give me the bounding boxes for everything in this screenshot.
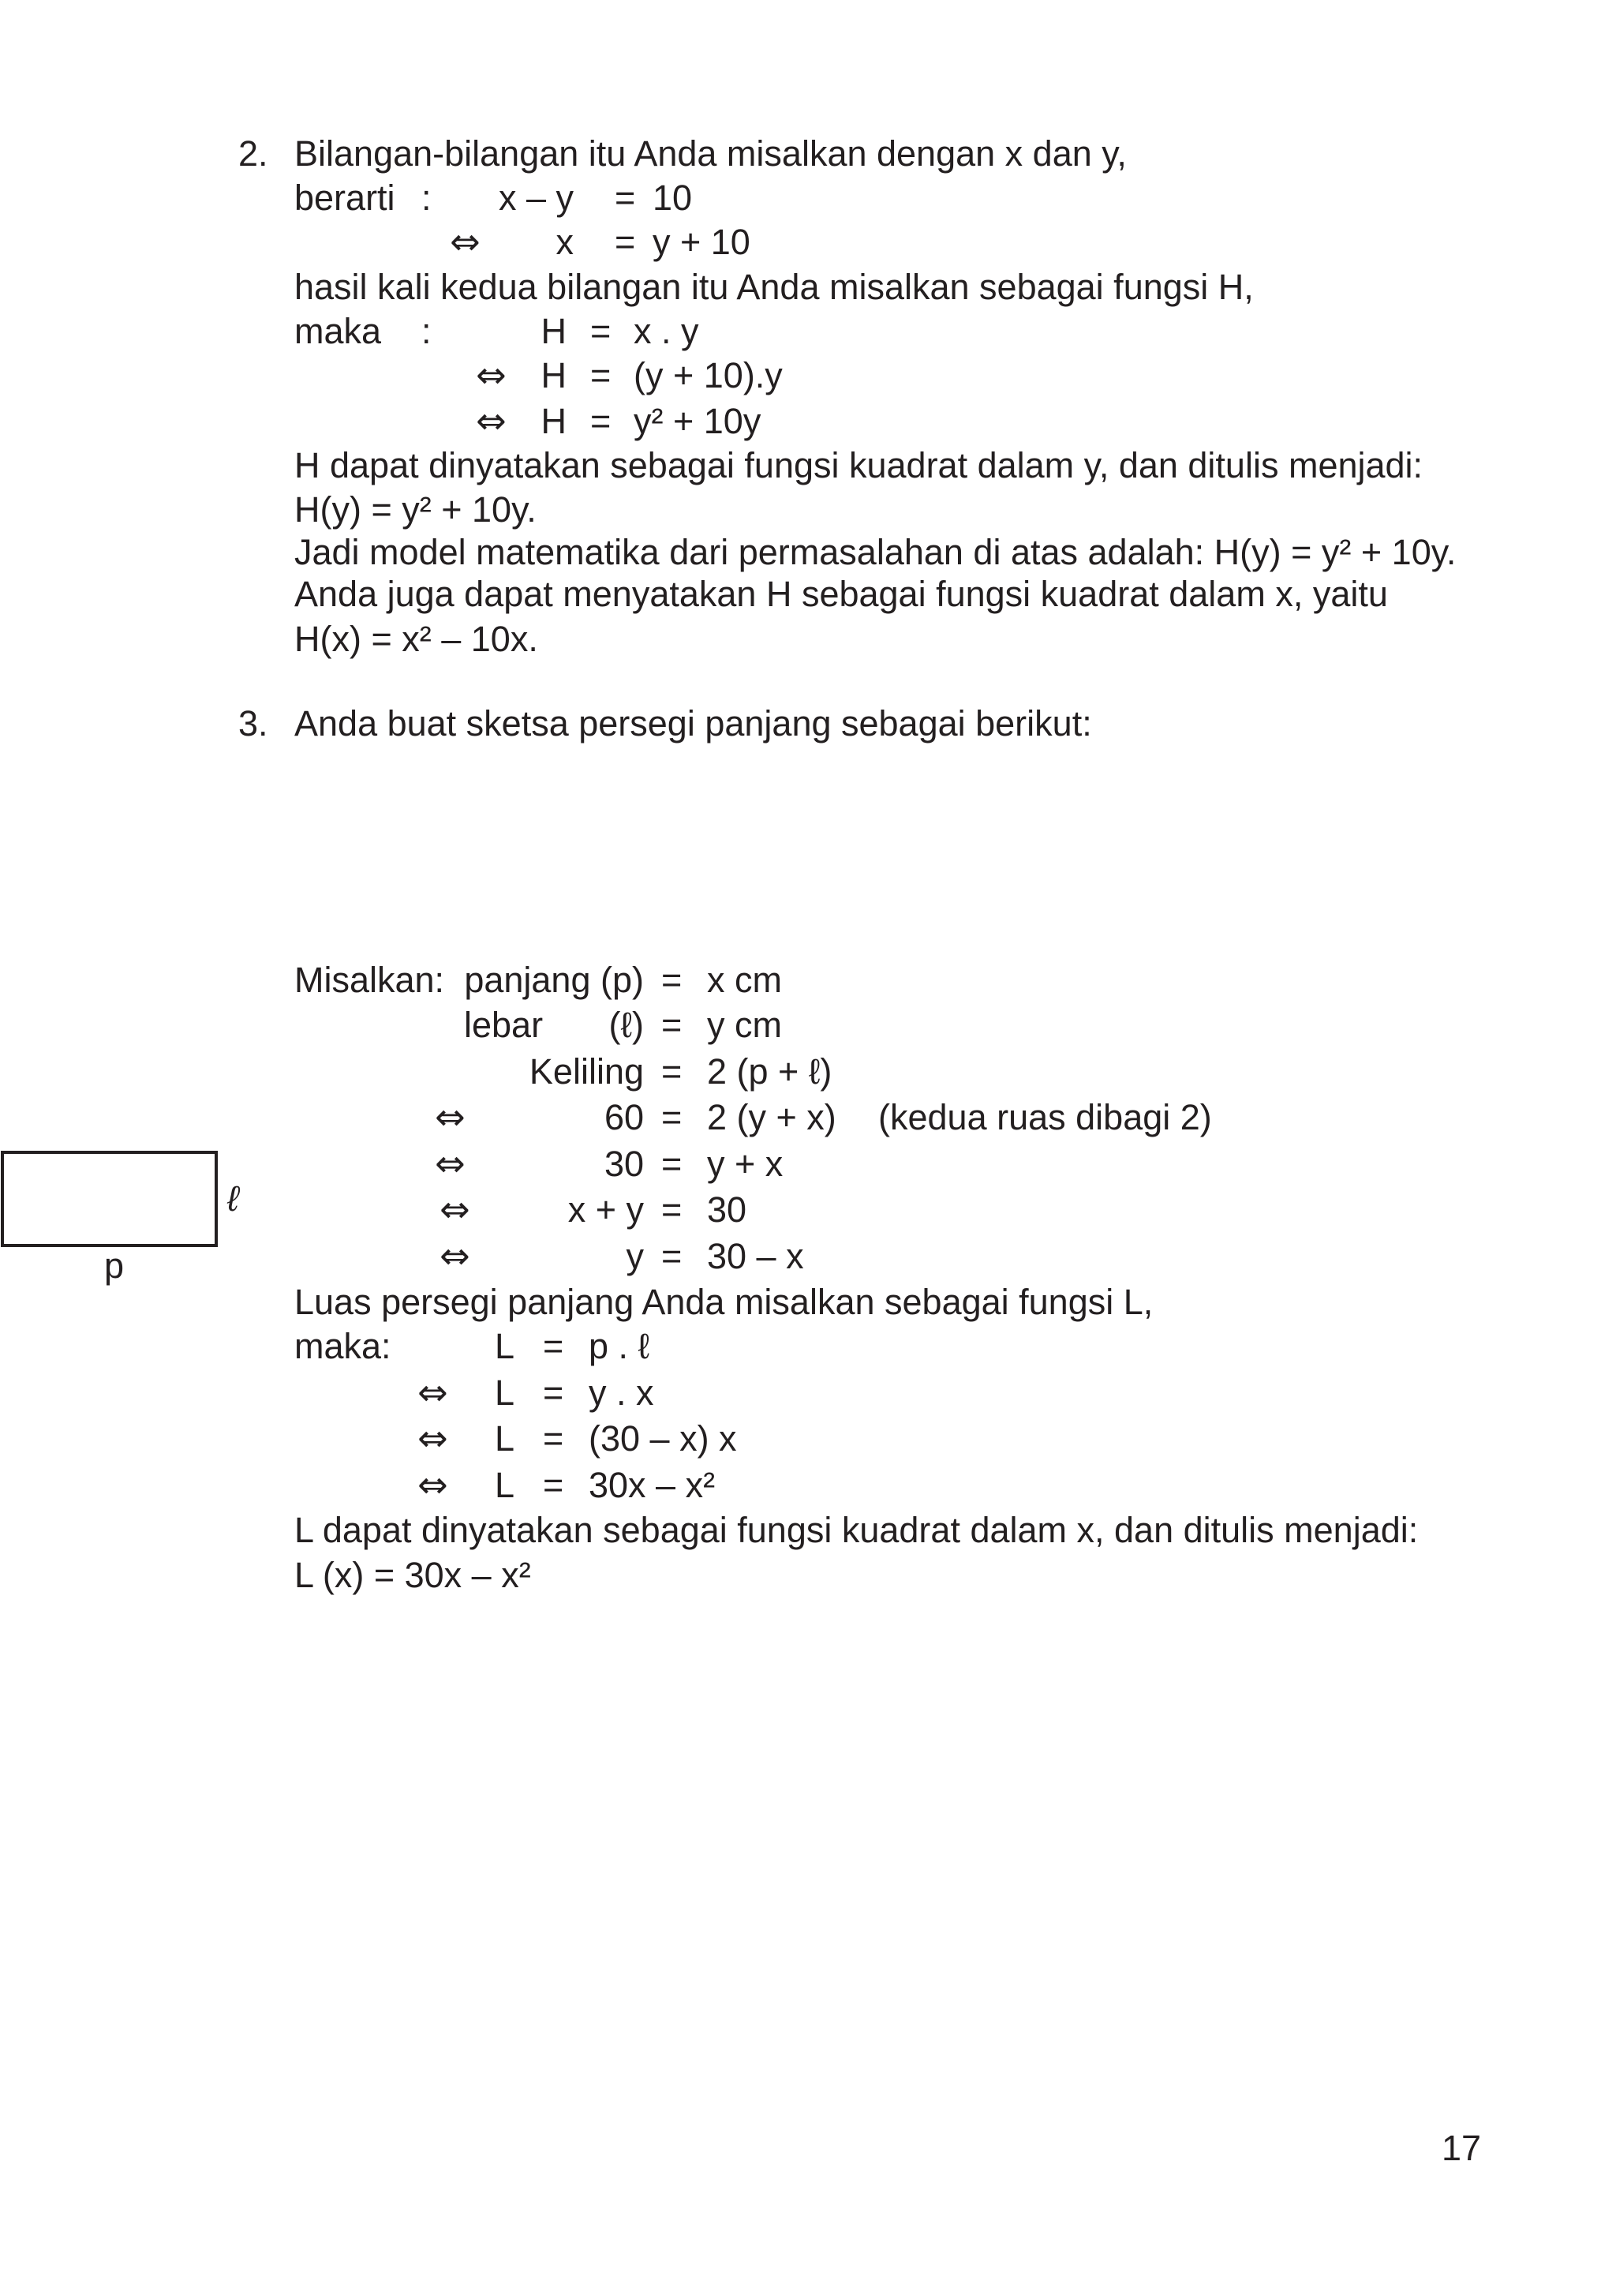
equation-line <box>0 1370 1616 1415</box>
equation-line <box>0 353 1616 398</box>
formula-text: H(x) = x² – 10x. <box>294 619 538 659</box>
equation-line <box>0 1095 1616 1140</box>
equivalence-arrow-icon: ⇔ <box>440 1188 470 1230</box>
equals-sign: = <box>661 1051 683 1092</box>
equation-lhs: x – y <box>498 178 574 218</box>
equation-lhs: 60 <box>604 1097 644 1137</box>
paragraph-text: hasil kali kedua bilangan itu Anda misalkan sebagai fungsi H, <box>294 267 1254 307</box>
formula-text: H(y) = y² + 10y. <box>294 489 537 530</box>
paragraph-text: L dapat dinyatakan sebagai fungsi kuadrat dalam x, dan ditulis menjadi: <box>294 1510 1419 1550</box>
paragraph-line <box>0 571 1616 616</box>
equivalence-arrow-icon: ⇔ <box>476 354 507 396</box>
page-number: 17 <box>1442 2128 1482 2168</box>
equation-line <box>0 1141 1616 1186</box>
equivalence-arrow-icon: ⇔ <box>417 1371 448 1414</box>
equation-line <box>0 1049 1616 1094</box>
paragraph-text: Jadi model matematika dari permasalahan di atas adalah: H(y) = y² + 10y. <box>294 532 1457 572</box>
equals-sign: = <box>543 1373 564 1413</box>
equation-lhs: lebar <box>464 1005 544 1045</box>
equation-rhs: 2 (p + ℓ) <box>707 1051 832 1092</box>
paragraph-line <box>0 530 1616 575</box>
paragraph-text: Anda juga dapat menyatakan H sebagai fungsi kuadrat dalam x, yaitu <box>294 574 1388 614</box>
equals-sign: = <box>661 1144 683 1184</box>
equation-label: maka: <box>294 1326 391 1366</box>
equation-rhs: 2 (y + x) <box>707 1097 836 1137</box>
equation-lhs: x + y <box>567 1189 644 1230</box>
equals-sign: = <box>661 1097 683 1137</box>
equation-lhs: x <box>556 222 574 262</box>
equation-lhs: L <box>495 1418 515 1459</box>
equation-lhs: L <box>495 1465 515 1505</box>
equivalence-arrow-icon: ⇔ <box>476 399 507 442</box>
item2-line-1 <box>0 131 1616 176</box>
paragraph-line <box>0 1279 1616 1324</box>
equals-sign: = <box>543 1326 564 1366</box>
item-number: 2. <box>238 133 268 174</box>
equation-line <box>0 1234 1616 1279</box>
equation-label: maka <box>294 311 382 351</box>
equals-sign: = <box>615 222 636 262</box>
equation-note: (kedua ruas dibagi 2) <box>878 1097 1212 1137</box>
equation-rhs: 10 <box>653 178 693 218</box>
equivalence-arrow-icon: ⇔ <box>417 1463 448 1506</box>
equivalence-arrow-icon: ⇔ <box>440 1234 470 1277</box>
paragraph-text: Luas persegi panjang Anda misalkan sebagai fungsi L, <box>294 1282 1154 1322</box>
equation-lhs: H <box>541 355 567 395</box>
equivalence-arrow-icon: ⇔ <box>435 1142 466 1185</box>
equation-line <box>0 1416 1616 1461</box>
paragraph-line <box>0 1553 1616 1597</box>
equation-line <box>0 399 1616 444</box>
equivalence-arrow-icon: ⇔ <box>450 220 481 263</box>
equation-lhs: H <box>541 401 567 441</box>
equation-rhs: y cm <box>707 1005 782 1045</box>
paragraph-line <box>0 443 1616 488</box>
equation-rhs: p . ℓ <box>589 1326 650 1366</box>
paragraph-line <box>0 1508 1616 1553</box>
equation-rhs: 30 – x <box>707 1236 804 1276</box>
equation-lhs: H <box>541 311 567 351</box>
item3-line-1 <box>0 701 1616 746</box>
equation-line <box>0 1324 1616 1369</box>
paragraph-text: Anda buat sketsa persegi panjang sebagai berikut: <box>294 703 1092 743</box>
equals-sign: = <box>590 311 612 351</box>
equals-sign: = <box>661 1236 683 1276</box>
equals-sign: = <box>543 1465 564 1505</box>
equation-lhs: panjang (p) <box>464 960 644 1000</box>
equation-line <box>0 1187 1616 1232</box>
equation-line <box>0 175 1616 220</box>
equation-rhs: y² + 10y <box>634 401 761 441</box>
item-number: 3. <box>238 703 268 743</box>
paragraph-line <box>0 487 1616 532</box>
equation-rhs: 30 <box>707 1189 747 1230</box>
equation-rhs: y + x <box>707 1144 784 1184</box>
equation-line <box>0 219 1616 264</box>
equation-colon: : <box>421 311 432 351</box>
equation-colon: : <box>421 178 432 218</box>
equals-sign: = <box>615 178 636 218</box>
rectangle-length-label: p <box>104 1245 125 1286</box>
paragraph-text: H dapat dinyatakan sebagai fungsi kuadrat dalam y, dan ditulis menjadi: <box>294 445 1423 485</box>
equation-label: berarti <box>294 178 395 218</box>
paragraph-text: Bilangan-bilangan itu Anda misalkan dengan x dan y, <box>294 133 1127 174</box>
equation-lhs: L <box>495 1326 515 1366</box>
equation-rhs: (y + 10).y <box>634 355 783 395</box>
paragraph-line <box>0 616 1616 661</box>
equals-sign: = <box>590 401 612 441</box>
equals-sign: = <box>661 1005 683 1045</box>
equation-line <box>0 309 1616 354</box>
equals-sign: = <box>543 1418 564 1459</box>
equation-rhs: 30x – x² <box>589 1465 716 1505</box>
equation-lhs: L <box>495 1373 515 1413</box>
equals-sign: = <box>661 960 683 1000</box>
equation-lhs: y <box>626 1236 644 1276</box>
equivalence-arrow-icon: ⇔ <box>435 1096 466 1138</box>
equation-label: Misalkan: <box>294 960 445 1000</box>
equals-sign: = <box>661 1189 683 1230</box>
equation-rhs: y + 10 <box>653 222 750 262</box>
equation-rhs: x cm <box>707 960 782 1000</box>
formula-text: L (x) = 30x – x² <box>294 1555 531 1595</box>
equation-lhs: 30 <box>604 1144 644 1184</box>
equivalence-arrow-icon: ⇔ <box>417 1417 448 1459</box>
equation-rhs: y . x <box>589 1373 654 1413</box>
rectangle-width-label: ℓ <box>227 1178 239 1219</box>
equation-rhs: (30 – x) x <box>589 1418 737 1459</box>
equation-line <box>0 957 1616 1002</box>
equation-line <box>0 1002 1616 1047</box>
equation-line <box>0 1463 1616 1508</box>
equals-sign: = <box>590 355 612 395</box>
equation-lhs: Keliling <box>529 1051 644 1092</box>
equation-rhs: x . y <box>634 311 699 351</box>
equation-lhs-symbol: (ℓ) <box>608 1005 644 1045</box>
paragraph-line <box>0 264 1616 309</box>
